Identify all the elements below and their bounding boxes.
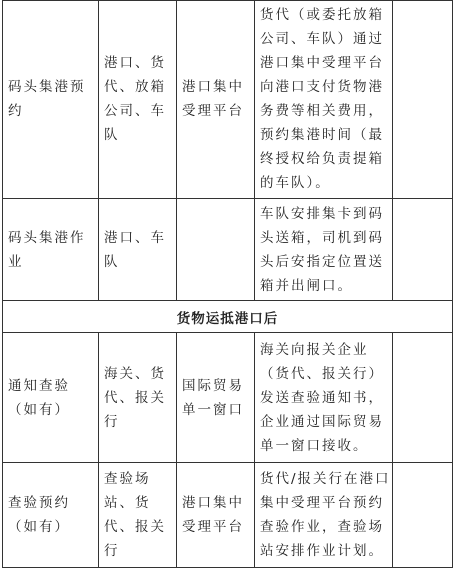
party-text: 港口、货代、放箱公司、车队 [104,55,166,143]
party-cell [98,333,176,462]
description-cell [254,333,392,462]
step-cell [2,199,98,300]
section-title: 货物运抵港口后 [176,310,279,327]
party-cell [98,463,176,567]
remark-cell [392,199,453,300]
remark-cell [392,333,453,462]
description-cell [254,463,392,567]
table-row [2,333,453,463]
party-cell [98,0,176,198]
table-row [2,0,453,199]
party-cell [98,199,176,300]
platform-cell [176,333,254,462]
platform-text: 国际贸易单一窗口 [182,377,244,418]
step-text: 查验预约（如有） [8,495,70,535]
step-text: 码头集港预约 [8,79,86,119]
remark-cell [392,0,453,198]
remark-cell [392,463,453,567]
party-text: 查验场站、货代、报关行 [104,471,166,559]
platform-cell [176,0,254,198]
party-text: 海关、货代、报关行 [104,365,166,430]
step-text: 通知查验（如有） [8,377,70,418]
step-cell [2,463,98,567]
description-cell [254,0,392,198]
description-text: 货代（或委托放箱公司、车队）通过港口集中受理平台向港口支付货物港务费等相关费用，预约集港时间（最终授权给负责提箱的车队）。 [260,7,384,191]
section-header [2,301,453,333]
platform-text: 港口集中受理平台 [182,79,244,119]
step-cell [2,0,98,198]
description-text: 货代/报关行在港口集中受理平台预约查验作业，查验场站安排作业计划。 [260,471,391,559]
platform-cell [176,463,254,567]
step-cell [2,333,98,462]
platform-cell [176,199,254,300]
table-row [2,199,453,301]
description-cell [254,199,392,300]
table-row [2,463,453,568]
step-text: 码头集港作业 [8,229,86,270]
platform-text: 港口集中受理平台 [182,495,244,535]
description-text: 海关向报关企业（货代、报关行）发送查验通知书，企业通过国际贸易单一窗口接收。 [260,341,384,454]
party-text: 港口、车队 [104,229,166,270]
description-text: 车队安排集卡到码头送箱，司机到码头后安指定位置送箱并出闸口。 [260,205,384,294]
process-table [2,0,453,568]
